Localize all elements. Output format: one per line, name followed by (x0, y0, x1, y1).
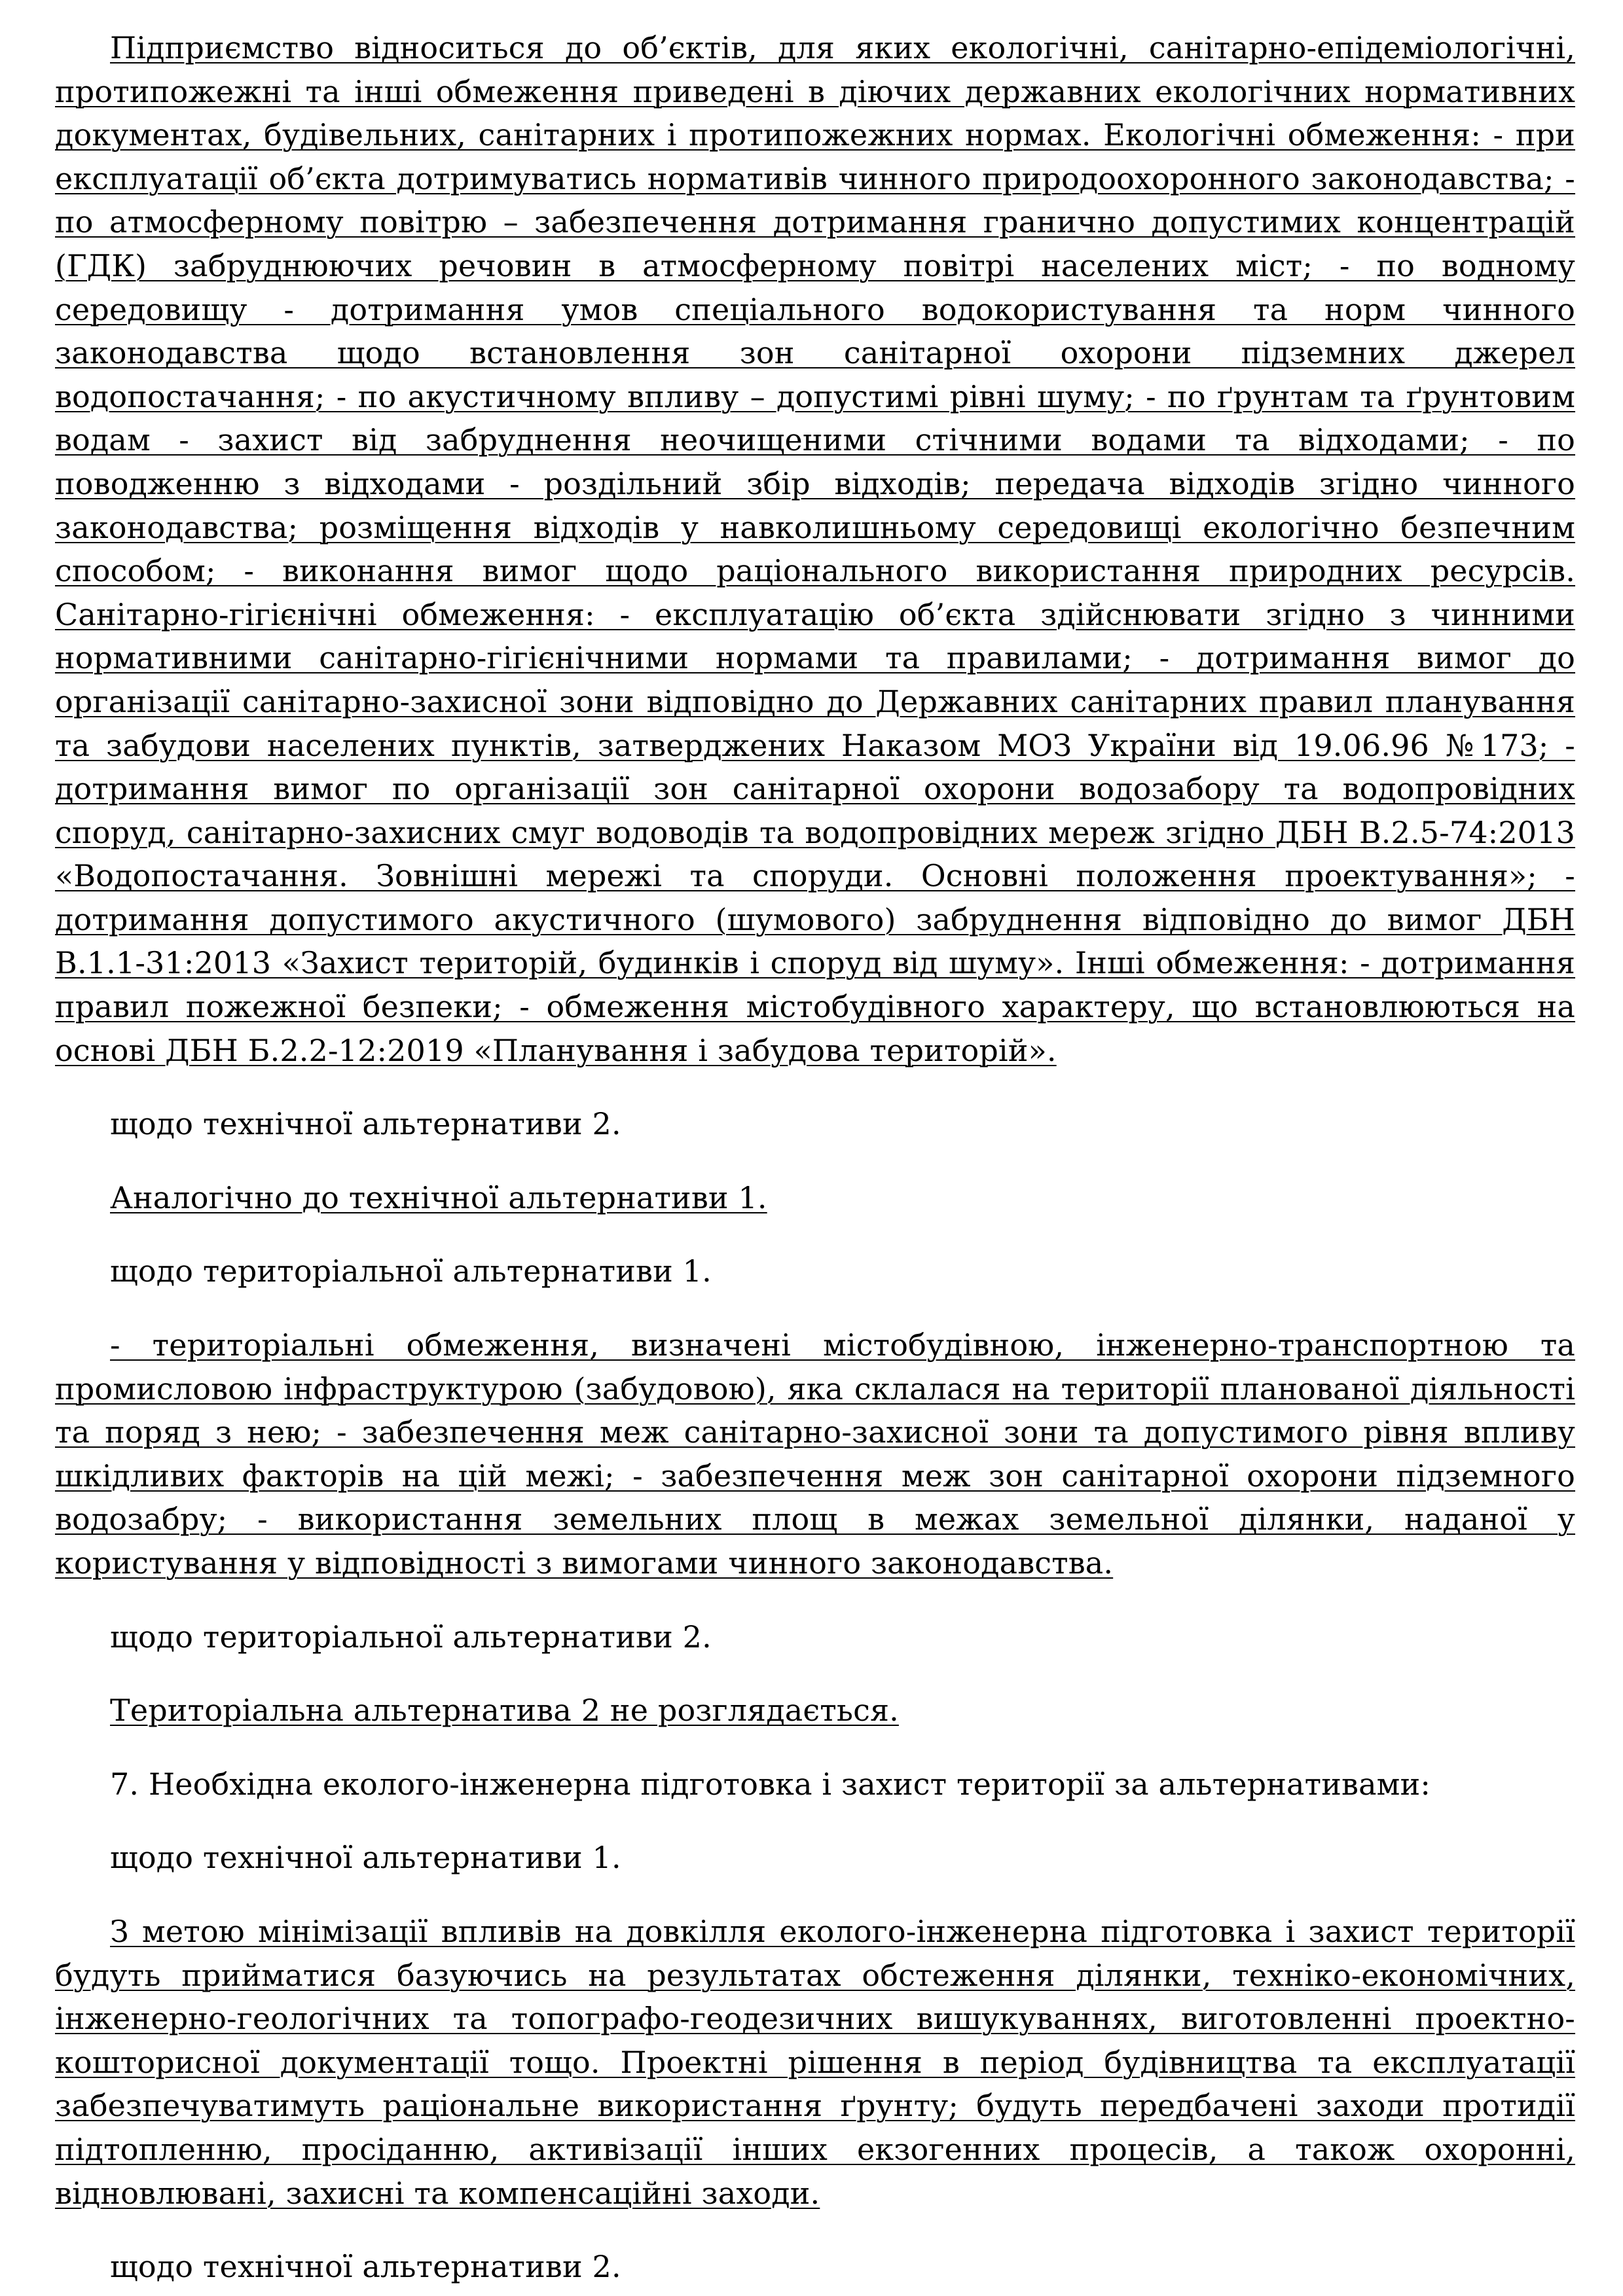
territorial-alternative-1-heading-text: щодо територіальної альтернативи 1. (110, 1253, 712, 1289)
technical-alternative-2-heading-text: щодо технічної альтернативи 2. (110, 1106, 621, 1142)
technical-alternative-2-heading-bottom-text: щодо технічної альтернативи 2. (110, 2249, 621, 2285)
section-7-heading (55, 1763, 1575, 1806)
territorial-alternative-2-paragraph (55, 1689, 1575, 1732)
territorial-alternative-1-heading (55, 1249, 1575, 1293)
territorial-restrictions-text: - територіальні обмеження, визначені містобудівною, інженерно-транспортною та промисловою інфраструктурою (забудовою), яка склалася на території планованої діяльності та поряд з нею; - забезпечення меж санітарно-захисної зони та допустимого рівня впливу шкідливих факторів на цій межі; - забезпечення меж зон санітарної охорони підземного водозабру; - використання земельних площ в межах земельної ділянки, наданої у користування у відповідності з вимогами чинного законодавства. (55, 1327, 1575, 1581)
technical-alternative-2-paragraph (55, 1176, 1575, 1220)
technical-alternative-1-heading (55, 1836, 1575, 1880)
restrictions-paragraph (55, 26, 1575, 1072)
section-7-heading-text: 7. Необхідна еколого-інженерна підготовка і захист території за альтернативами: (110, 1766, 1431, 1802)
technical-alternative-2-heading (55, 1102, 1575, 1146)
territorial-restrictions-paragraph (55, 1323, 1575, 1585)
territorial-alternative-2-heading-text: щодо територіальної альтернативи 2. (110, 1619, 712, 1655)
document-body (55, 26, 1575, 2289)
technical-alternative-1-heading-text: щодо технічної альтернативи 1. (110, 1840, 621, 1876)
restrictions-text: Підприємство відноситься до об’єктів, для яких екологічні, санітарно-епідеміологічні, протипожежні та інші обмеження приведені в діючих державних екологічних нормативних документах, будівельних, санітарних і протипожежних нормах. Екологічні обмеження: - при експлуатації об’єкта дотримуватись нормативів чинного природоохоронного законодавства; - по атмосферному повітрю – забезпечення дотримання гранично допустимих концентрацій (ГДК) забруднюючих речовин в атмосферному повітрі населених міст; - по водному середовищу - дотримання умов спеціального водокористування та норм чинного законодавства щодо встановлення зон санітарної охорони підземних джерел водопостачання; - по акустичному впливу – допустимі рівні шуму; - по ґрунтам та ґрунтовим водам - захист від забруднення неочищеними стічними водами та відходами; - по поводженню з відходами - роздільний збір відходів; передача відходів згідно чинного законодавства; розміщення відходів у навколишньому середовищі екологічно безпечним способом; - виконання вимог щодо раціонального використання природних ресурсів. Санітарно-гігієнічні обмеження: - експлуатацію об’єкта здійснювати згідно з чинними нормативними санітарно-гігієнічними нормами та правилами; - дотримання вимог до організації санітарно-захисної зони відповідно до Державних санітарних правил планування та забудови населених пунктів, затверджених Наказом МОЗ України від 19.06.96 №173; - дотримання вимог по організації зон санітарної охорони водозабору та водопровідних споруд, санітарно-захисних смуг водоводів та водопровідних мереж згідно ДБН В.2.5-74:2013 «Водопостачання. Зовнішні мережі та споруди. Основні положення проектування»; - дотримання допустимого акустичного (шумового) забруднення відповідно до вимог ДБН В.1.1-31:2013 «Захист територій, будинків і споруд від шуму». Інші обмеження: - дотримання правил пожежної безпеки; - обмеження містобудівного характеру, що встановлюються на основі ДБН Б.2.2-12:2019 «Планування і забудова територій». (55, 30, 1575, 1068)
technical-alternative-2-heading-bottom (55, 2245, 1575, 2289)
technical-alternative-2-text: Аналогічно до технічної альтернативи 1. (110, 1179, 767, 1215)
engineering-preparation-text: З метою мінімізації впливів на довкілля еколого-інженерна підготовка і захист території будуть прийматися базуючись на результатах обстеження ділянки, техніко-економічних, інженерно-геологічних та топографо-геодезичних вишукуваннях, виготовленні проектно-кошторисної документації тощо. Проектні рішення в період будівництва та експлуатації забезпечуватимуть раціональне використання ґрунту; будуть передбачені заходи протидії підтопленню, просіданню, активізації інших екзогенних процесів, а також охоронні, відновлювані, захисні та компенсаційні заходи. (55, 1913, 1575, 2211)
territorial-alternative-2-heading (55, 1615, 1575, 1659)
engineering-preparation-paragraph (55, 1910, 1575, 2215)
territorial-alternative-2-text: Територіальна альтернатива 2 не розглядається. (110, 1693, 899, 1729)
